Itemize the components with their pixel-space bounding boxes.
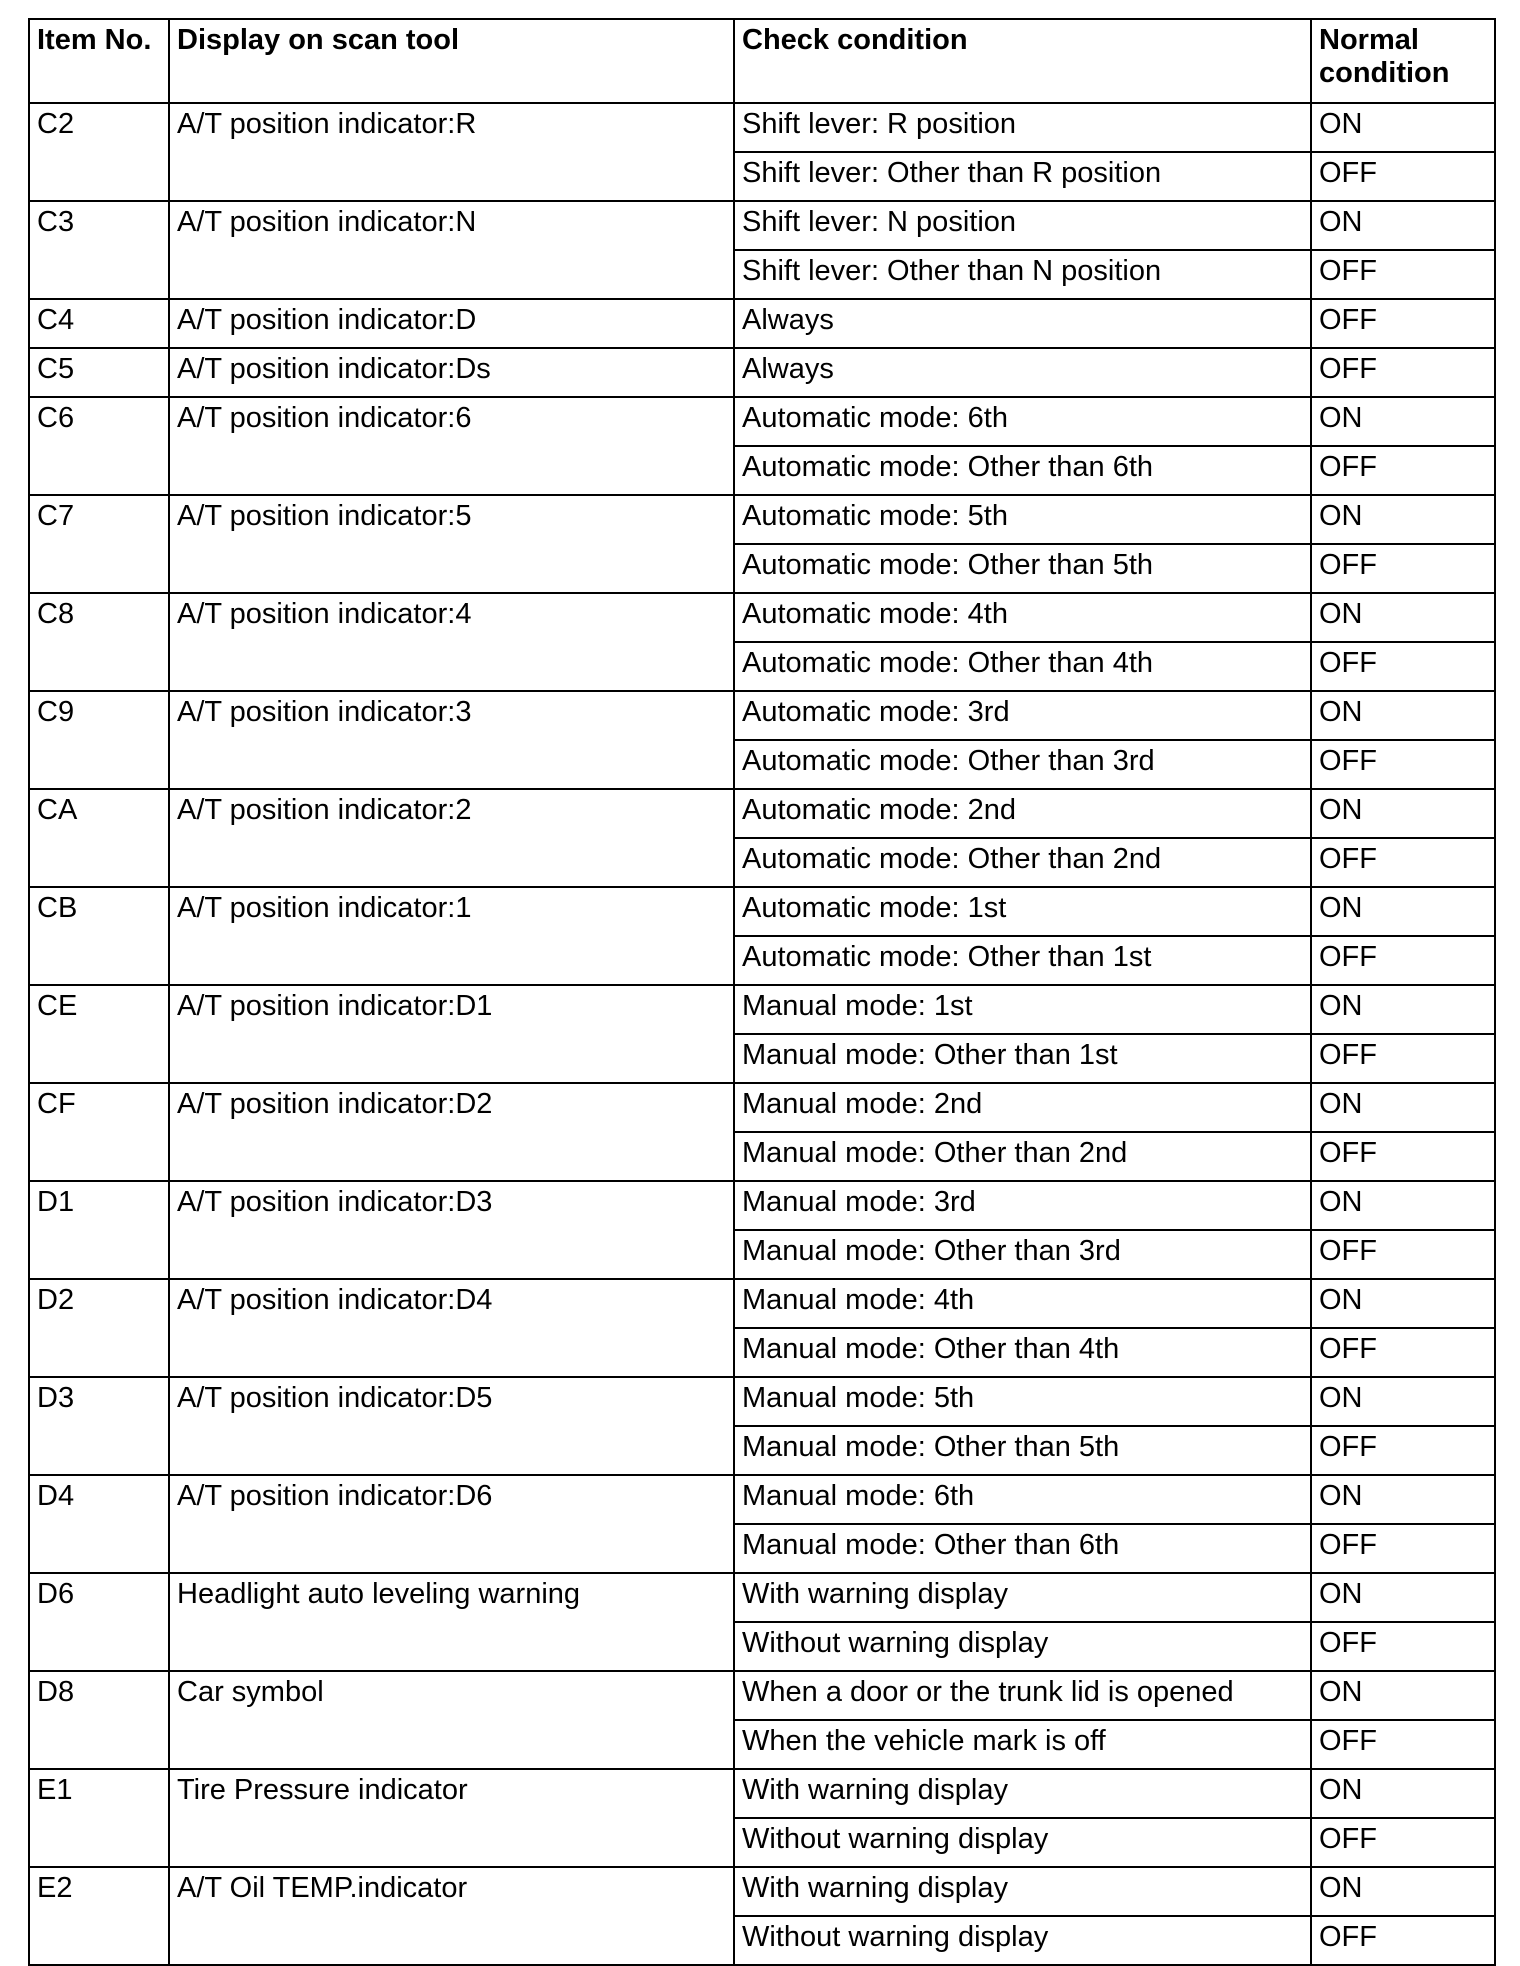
normal-condition-cell: OFF xyxy=(1311,838,1495,887)
table-body xyxy=(29,103,1495,1965)
check-condition-cell: Automatic mode: 5th xyxy=(734,495,1311,544)
normal-condition-cell: ON xyxy=(1311,887,1495,936)
normal-condition-cell: OFF xyxy=(1311,1034,1495,1083)
normal-condition-cell: OFF xyxy=(1311,446,1495,495)
item-number-cell: C2 xyxy=(29,103,169,201)
item-number-cell: D2 xyxy=(29,1279,169,1377)
header-display-on-scan-tool: Display on scan tool xyxy=(169,19,734,103)
check-condition-cell: Manual mode: Other than 6th xyxy=(734,1524,1311,1573)
item-number-cell: C6 xyxy=(29,397,169,495)
display-on-scan-tool-cell: A/T position indicator:4 xyxy=(169,593,734,691)
table-row xyxy=(29,299,1495,348)
normal-condition-cell: OFF xyxy=(1311,544,1495,593)
table-row xyxy=(29,201,1495,250)
item-number-cell: E2 xyxy=(29,1867,169,1965)
check-condition-cell: Always xyxy=(734,348,1311,397)
display-on-scan-tool-cell: A/T Oil TEMP.indicator xyxy=(169,1867,734,1965)
display-on-scan-tool-cell: A/T position indicator:D6 xyxy=(169,1475,734,1573)
item-number-cell: C8 xyxy=(29,593,169,691)
item-number-cell: D3 xyxy=(29,1377,169,1475)
item-number-cell: C4 xyxy=(29,299,169,348)
item-number-cell: C3 xyxy=(29,201,169,299)
table-row xyxy=(29,1475,1495,1524)
check-condition-cell: Automatic mode: Other than 5th xyxy=(734,544,1311,593)
table-row xyxy=(29,1083,1495,1132)
check-condition-cell: Manual mode: 2nd xyxy=(734,1083,1311,1132)
header-row xyxy=(29,19,1495,103)
check-condition-cell: When the vehicle mark is off xyxy=(734,1720,1311,1769)
item-number-cell: C5 xyxy=(29,348,169,397)
normal-condition-cell: OFF xyxy=(1311,152,1495,201)
normal-condition-cell: ON xyxy=(1311,1867,1495,1916)
table-row xyxy=(29,1181,1495,1230)
item-number-cell: D4 xyxy=(29,1475,169,1573)
table-header xyxy=(29,19,1495,103)
table-row xyxy=(29,1769,1495,1818)
check-condition-cell: Shift lever: Other than R position xyxy=(734,152,1311,201)
check-condition-cell: Automatic mode: Other than 4th xyxy=(734,642,1311,691)
check-condition-cell: Automatic mode: Other than 2nd xyxy=(734,838,1311,887)
check-condition-cell: With warning display xyxy=(734,1573,1311,1622)
table-row xyxy=(29,1867,1495,1916)
item-number-cell: CE xyxy=(29,985,169,1083)
normal-condition-cell: ON xyxy=(1311,1671,1495,1720)
normal-condition-cell: ON xyxy=(1311,397,1495,446)
check-condition-cell: Manual mode: 6th xyxy=(734,1475,1311,1524)
normal-condition-cell: ON xyxy=(1311,1573,1495,1622)
display-on-scan-tool-cell: A/T position indicator:D2 xyxy=(169,1083,734,1181)
check-condition-cell: Manual mode: Other than 4th xyxy=(734,1328,1311,1377)
normal-condition-cell: OFF xyxy=(1311,1426,1495,1475)
display-on-scan-tool-cell: A/T position indicator:N xyxy=(169,201,734,299)
check-condition-cell: Automatic mode: 6th xyxy=(734,397,1311,446)
normal-condition-cell: ON xyxy=(1311,1377,1495,1426)
table-row xyxy=(29,397,1495,446)
normal-condition-cell: OFF xyxy=(1311,740,1495,789)
normal-condition-cell: OFF xyxy=(1311,1230,1495,1279)
check-condition-cell: With warning display xyxy=(734,1867,1311,1916)
normal-condition-cell: OFF xyxy=(1311,1818,1495,1867)
normal-condition-cell: ON xyxy=(1311,495,1495,544)
normal-condition-cell: ON xyxy=(1311,691,1495,740)
display-on-scan-tool-cell: A/T position indicator:1 xyxy=(169,887,734,985)
normal-condition-cell: OFF xyxy=(1311,250,1495,299)
table-row xyxy=(29,348,1495,397)
table-row xyxy=(29,495,1495,544)
check-condition-cell: Without warning display xyxy=(734,1916,1311,1965)
check-condition-cell: Manual mode: 1st xyxy=(734,985,1311,1034)
check-condition-cell: Without warning display xyxy=(734,1818,1311,1867)
display-on-scan-tool-cell: A/T position indicator:5 xyxy=(169,495,734,593)
item-number-cell: C7 xyxy=(29,495,169,593)
check-condition-cell: Manual mode: 5th xyxy=(734,1377,1311,1426)
check-condition-cell: Automatic mode: Other than 1st xyxy=(734,936,1311,985)
item-number-cell: D1 xyxy=(29,1181,169,1279)
item-number-cell: D8 xyxy=(29,1671,169,1769)
display-on-scan-tool-cell: A/T position indicator:D1 xyxy=(169,985,734,1083)
check-condition-cell: Automatic mode: 1st xyxy=(734,887,1311,936)
check-condition-cell: Always xyxy=(734,299,1311,348)
normal-condition-cell: ON xyxy=(1311,103,1495,152)
display-on-scan-tool-cell: Headlight auto leveling warning xyxy=(169,1573,734,1671)
normal-condition-cell: OFF xyxy=(1311,299,1495,348)
display-on-scan-tool-cell: A/T position indicator:3 xyxy=(169,691,734,789)
display-on-scan-tool-cell: Car symbol xyxy=(169,1671,734,1769)
check-condition-cell: Automatic mode: 4th xyxy=(734,593,1311,642)
display-on-scan-tool-cell: A/T position indicator:R xyxy=(169,103,734,201)
check-condition-cell: Automatic mode: 3rd xyxy=(734,691,1311,740)
item-number-cell: CB xyxy=(29,887,169,985)
table-row xyxy=(29,1671,1495,1720)
display-on-scan-tool-cell: A/T position indicator:2 xyxy=(169,789,734,887)
table-row xyxy=(29,103,1495,152)
table-row xyxy=(29,593,1495,642)
header-check-condition: Check condition xyxy=(734,19,1311,103)
display-on-scan-tool-cell: A/T position indicator:6 xyxy=(169,397,734,495)
normal-condition-cell: OFF xyxy=(1311,1916,1495,1965)
display-on-scan-tool-cell: Tire Pressure indicator xyxy=(169,1769,734,1867)
normal-condition-cell: OFF xyxy=(1311,1328,1495,1377)
display-on-scan-tool-cell: A/T position indicator:D xyxy=(169,299,734,348)
item-number-cell: D6 xyxy=(29,1573,169,1671)
item-number-cell: C9 xyxy=(29,691,169,789)
check-condition-cell: Manual mode: 4th xyxy=(734,1279,1311,1328)
header-item-no: Item No. xyxy=(29,19,169,103)
table-row xyxy=(29,985,1495,1034)
check-condition-cell: Manual mode: 3rd xyxy=(734,1181,1311,1230)
check-condition-cell: When a door or the trunk lid is opened xyxy=(734,1671,1311,1720)
normal-condition-cell: ON xyxy=(1311,1181,1495,1230)
item-number-cell: CA xyxy=(29,789,169,887)
check-condition-cell: Shift lever: N position xyxy=(734,201,1311,250)
normal-condition-cell: ON xyxy=(1311,1279,1495,1328)
display-on-scan-tool-cell: A/T position indicator:D4 xyxy=(169,1279,734,1377)
check-condition-cell: Automatic mode: Other than 6th xyxy=(734,446,1311,495)
header-normal-condition: Normal condition xyxy=(1311,19,1495,103)
item-number-cell: E1 xyxy=(29,1769,169,1867)
check-condition-cell: Automatic mode: Other than 3rd xyxy=(734,740,1311,789)
check-condition-cell: Without warning display xyxy=(734,1622,1311,1671)
normal-condition-cell: ON xyxy=(1311,789,1495,838)
check-condition-cell: Manual mode: Other than 2nd xyxy=(734,1132,1311,1181)
normal-condition-cell: OFF xyxy=(1311,1720,1495,1769)
check-condition-cell: Automatic mode: 2nd xyxy=(734,789,1311,838)
item-number-cell: CF xyxy=(29,1083,169,1181)
normal-condition-cell: OFF xyxy=(1311,1524,1495,1573)
display-on-scan-tool-cell: A/T position indicator:Ds xyxy=(169,348,734,397)
normal-condition-cell: OFF xyxy=(1311,642,1495,691)
display-on-scan-tool-cell: A/T position indicator:D3 xyxy=(169,1181,734,1279)
normal-condition-cell: OFF xyxy=(1311,348,1495,397)
normal-condition-cell: ON xyxy=(1311,1769,1495,1818)
check-condition-cell: Shift lever: R position xyxy=(734,103,1311,152)
check-condition-cell: Manual mode: Other than 5th xyxy=(734,1426,1311,1475)
display-on-scan-tool-cell: A/T position indicator:D5 xyxy=(169,1377,734,1475)
normal-condition-cell: ON xyxy=(1311,1083,1495,1132)
check-condition-cell: Shift lever: Other than N position xyxy=(734,250,1311,299)
table-row xyxy=(29,789,1495,838)
table-row xyxy=(29,1377,1495,1426)
normal-condition-cell: ON xyxy=(1311,1475,1495,1524)
normal-condition-cell: OFF xyxy=(1311,1622,1495,1671)
table-row xyxy=(29,1279,1495,1328)
table-row xyxy=(29,1573,1495,1622)
normal-condition-cell: OFF xyxy=(1311,1132,1495,1181)
normal-condition-cell: ON xyxy=(1311,593,1495,642)
check-condition-cell: With warning display xyxy=(734,1769,1311,1818)
normal-condition-cell: ON xyxy=(1311,985,1495,1034)
normal-condition-cell: ON xyxy=(1311,201,1495,250)
scan-tool-data-table xyxy=(28,18,1496,1966)
normal-condition-cell: OFF xyxy=(1311,936,1495,985)
table-row xyxy=(29,691,1495,740)
check-condition-cell: Manual mode: Other than 3rd xyxy=(734,1230,1311,1279)
check-condition-cell: Manual mode: Other than 1st xyxy=(734,1034,1311,1083)
table-row xyxy=(29,887,1495,936)
